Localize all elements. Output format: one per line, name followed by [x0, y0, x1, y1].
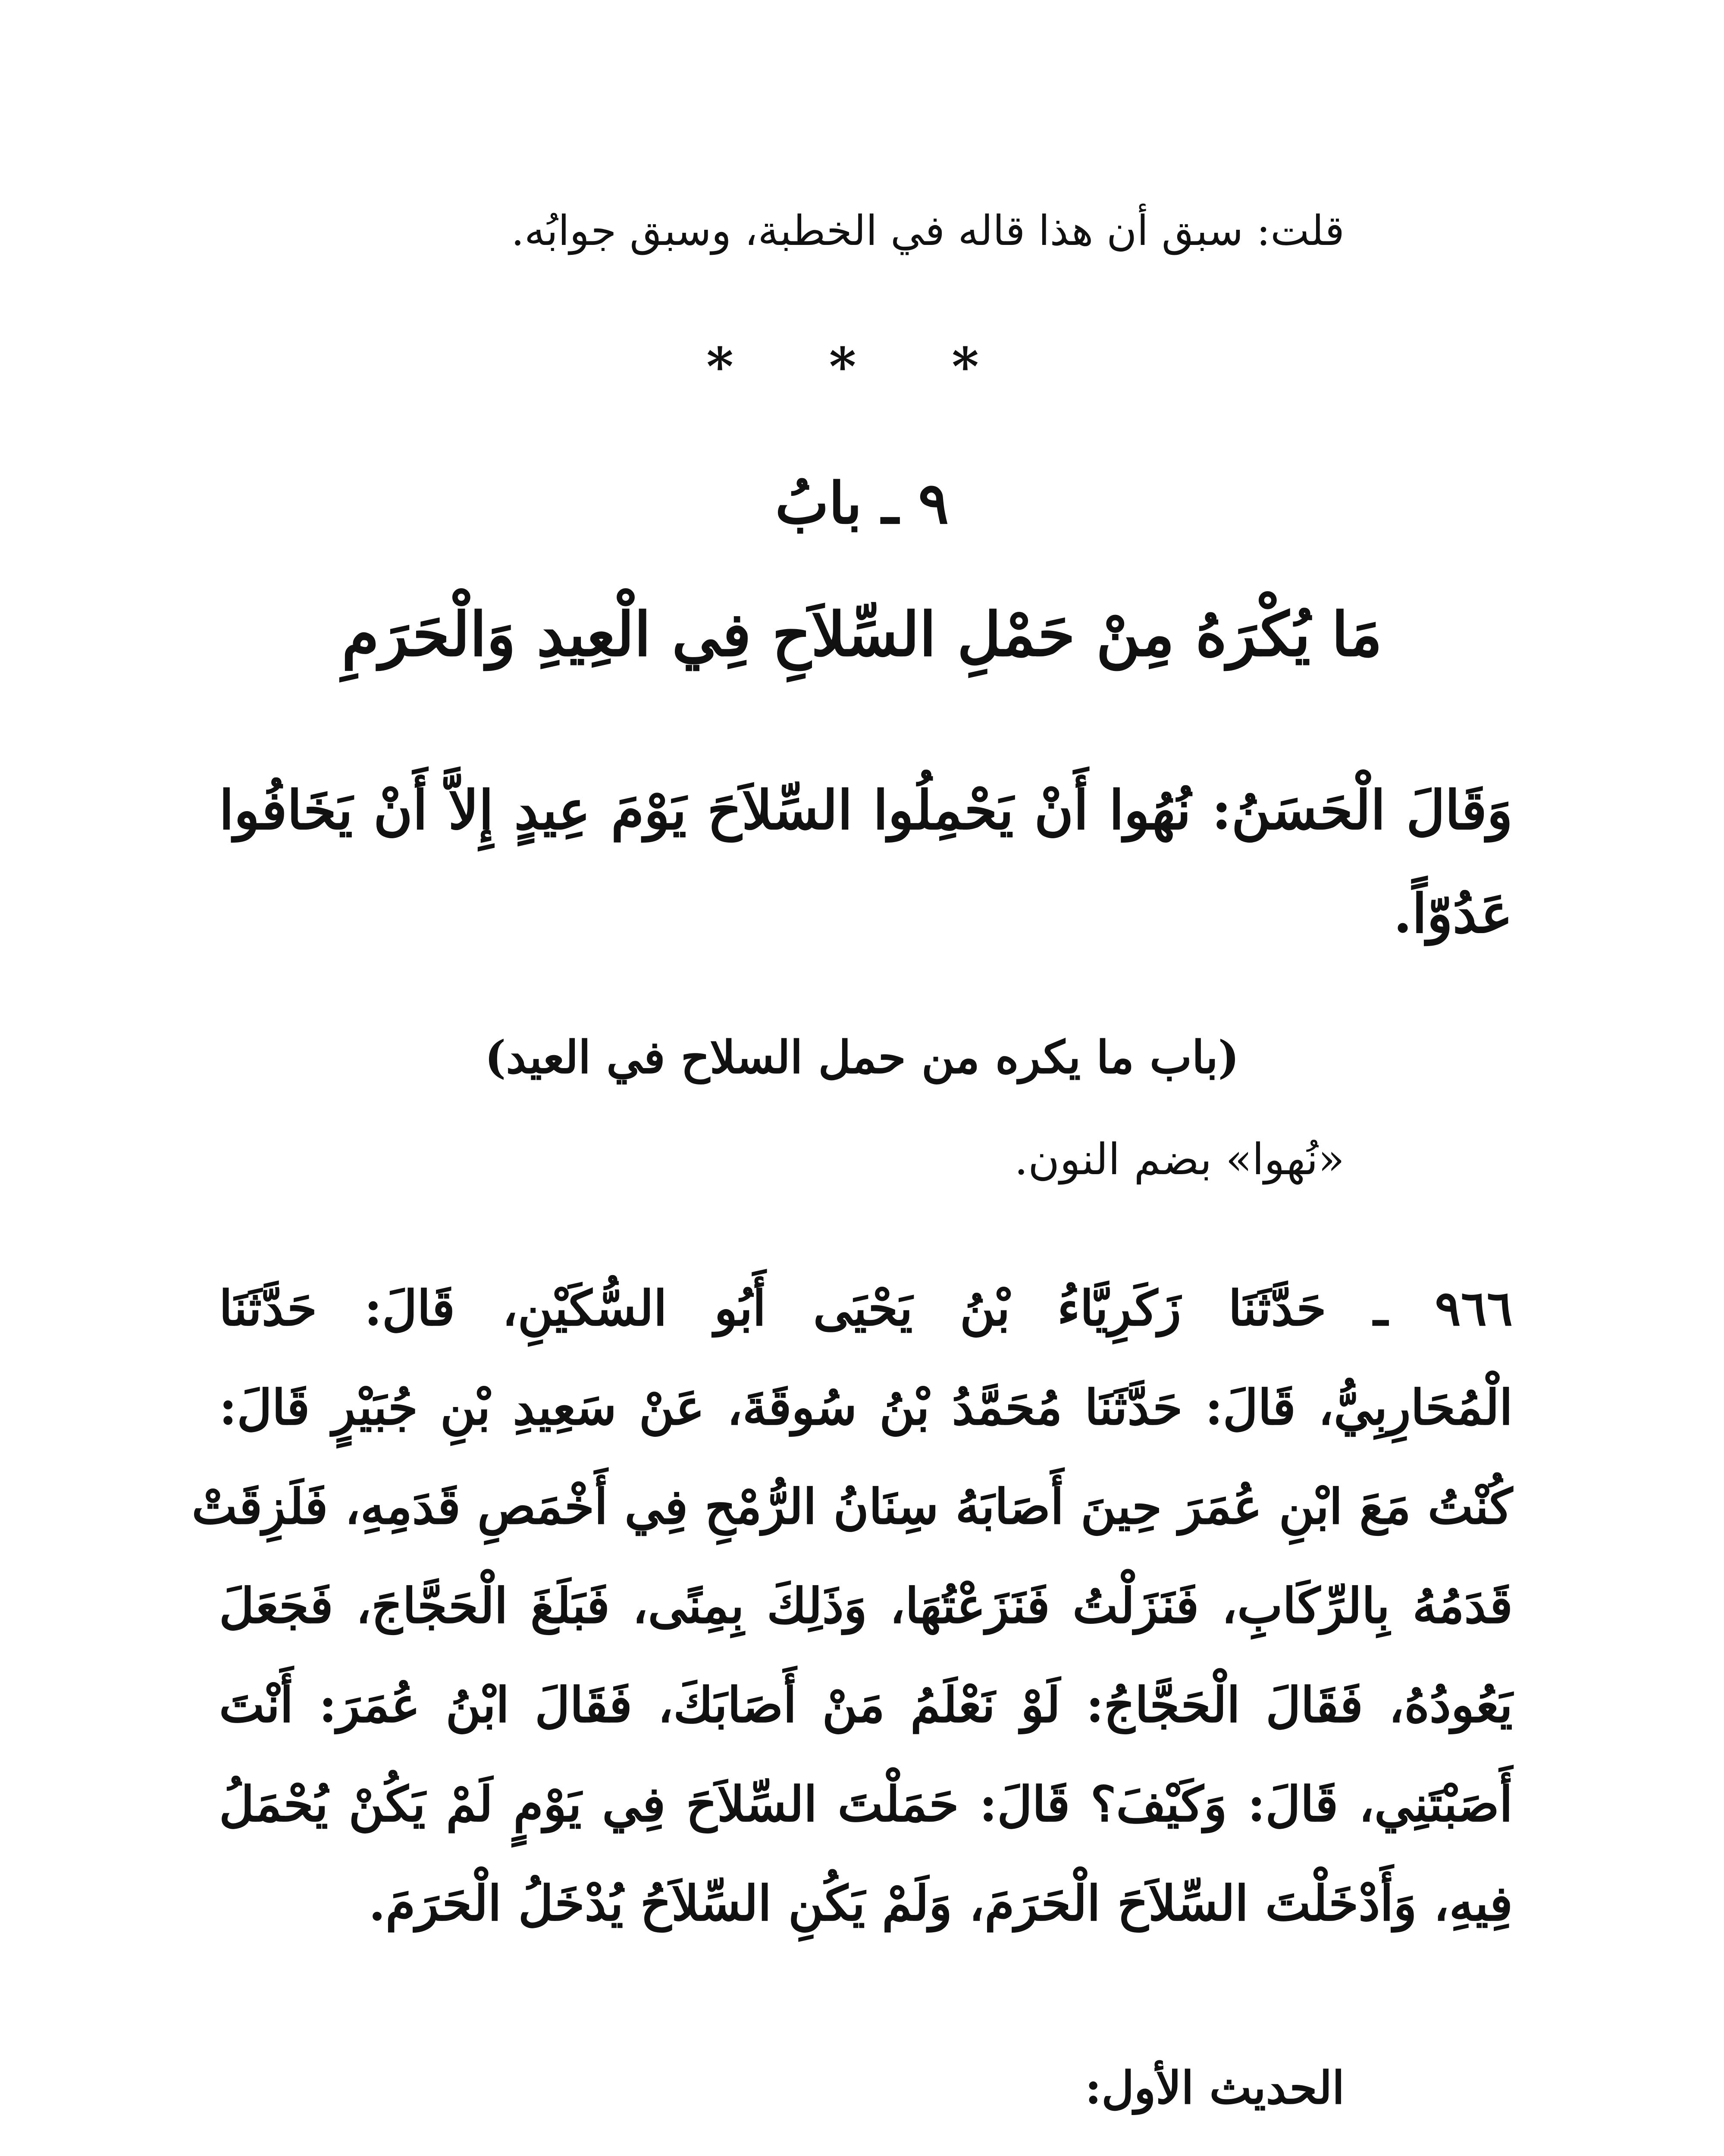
- opening-note: قلت: سبق أن هذا قاله في الخطبة، وسبق جوابُه.: [511, 207, 1345, 255]
- hadith-line: الْمُحَارِبِيُّ، قَالَ: حَدَّثَنَا مُحَمَّدُ بْنُ سُوقَةَ، عَنْ سَعِيدِ بْنِ جُبَيْرٍ قَالَ:: [219, 1379, 1513, 1436]
- commentary-heading: (باب ما يكره من حمل السلاح في العيد): [485, 1031, 1239, 1084]
- hadith-line: قَدَمُهُ بِالرِّكَابِ، فَنَزَلْتُ فَنَزَعْتُهَا، وَذَلِكَ بِمِنًى، فَبَلَغَ الْحَجَّاجَ، فَجَعَلَ: [219, 1578, 1513, 1634]
- first-hadith-label: الحديث الأول:: [1085, 2061, 1345, 2114]
- section-separator: * * *: [706, 336, 1018, 397]
- hasan-quote-line: عَدُوّاً.: [1393, 883, 1513, 945]
- hadith-line: كُنْتُ مَعَ ابْنِ عُمَرَ حِينَ أَصَابَهُ سِنَانُ الرُّمْحِ فِي أَخْمَصِ قَدَمِهِ، فَلَزِقَتْ: [191, 1479, 1513, 1535]
- hasan-quote: [219, 759, 1513, 966]
- hadith-line: فِيهِ، وَأَدْخَلْتَ السِّلاَحَ الْحَرَمَ، وَلَمْ يَكُنِ السِّلاَحُ يُدْخَلُ الْحَرَمَ.: [369, 1875, 1513, 1932]
- hadith-line: يَعُودُهُ، فَقَالَ الْحَجَّاجُ: لَوْ نَعْلَمُ مَنْ أَصَابَكَ، فَقَالَ ابْنُ عُمَرَ: أَنْتَ: [219, 1677, 1513, 1733]
- commentary-nuhu: «نُهوا» بضم النون.: [1014, 1134, 1345, 1185]
- hadith-line: ٩٦٦ ـ حَدَّثَنَا زَكَرِيَّاءُ بْنُ يَحْيَى أَبُو السُّكَيْنِ، قَالَ: حَدَّثَنَا: [219, 1280, 1513, 1337]
- hasan-quote-line: وَقَالَ الْحَسَنُ: نُهُوا أَنْ يَحْمِلُوا السِّلاَحَ يَوْمَ عِيدٍ إِلاَّ أَنْ يَخَافُوا: [219, 779, 1513, 842]
- hadith-line: أَصَبْتَنِي، قَالَ: وَكَيْفَ؟ قَالَ: حَمَلْتَ السِّلاَحَ فِي يَوْمٍ لَمْ يَكُنْ يُحْمَلُ: [219, 1776, 1513, 1833]
- chapter-number: ٩ ـ بابُ: [775, 470, 949, 537]
- hadith-966: [191, 1259, 1513, 1953]
- chapter-title: مَا يُكْرَهُ مِنْ حَمْلِ السِّلاَحِ فِي الْعِيدِ وَالْحَرَمِ: [342, 599, 1382, 670]
